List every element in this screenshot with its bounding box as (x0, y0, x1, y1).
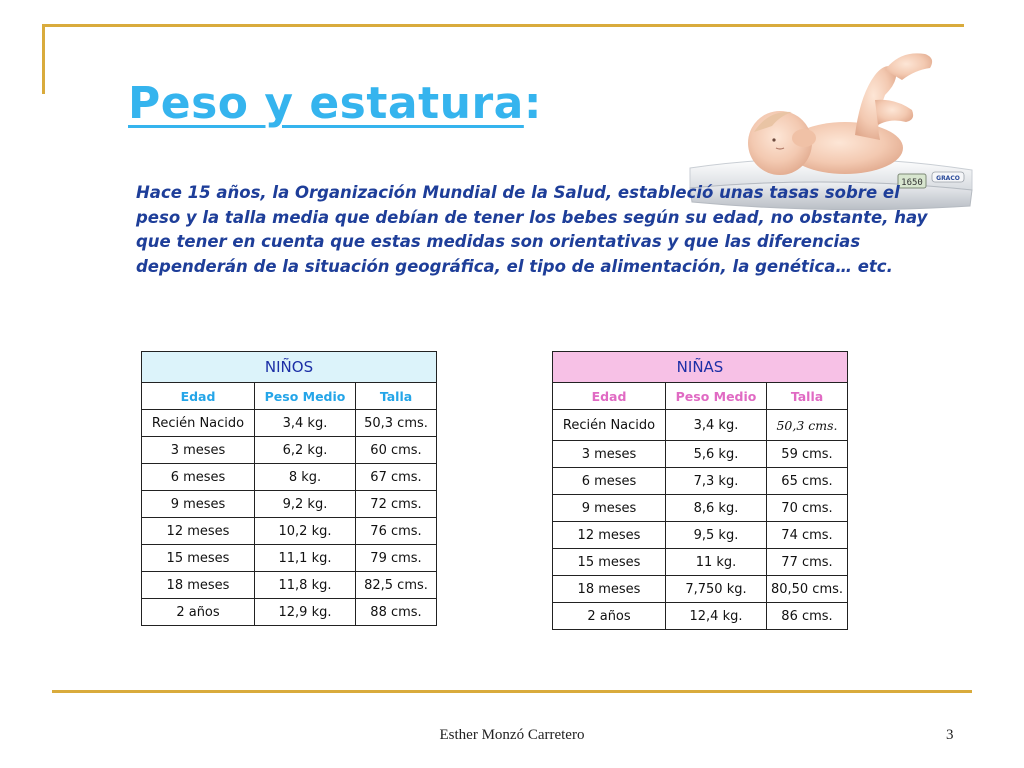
table-header-row (142, 383, 437, 410)
cell-weight: 3,4 kg. (255, 410, 356, 437)
table-row (142, 464, 437, 491)
table-row (142, 518, 437, 545)
table-title: NIÑAS (553, 352, 848, 383)
cell-height: 50,3 cms. (767, 410, 848, 441)
table-row (142, 437, 437, 464)
table-title: NIÑOS (142, 352, 437, 383)
girls-growth-table (552, 351, 848, 630)
top-rule (42, 24, 964, 27)
table-title-row (553, 352, 848, 383)
page-number: 3 (946, 727, 954, 743)
table-row (142, 545, 437, 572)
cell-age: 3 meses (142, 437, 255, 464)
column-header-age: Edad (142, 383, 255, 410)
table-row (142, 572, 437, 599)
cell-height: 76 cms. (356, 518, 437, 545)
cell-height: 86 cms. (767, 603, 848, 630)
cell-height: 80,50 cms. (767, 576, 848, 603)
cell-weight: 11,8 kg. (255, 572, 356, 599)
footer-author: Esther Monzó Carretero (439, 727, 585, 743)
column-header-height: Talla (356, 383, 437, 410)
cell-height: 67 cms. (356, 464, 437, 491)
column-header-height: Talla (767, 383, 848, 410)
cell-age: 2 años (553, 603, 666, 630)
cell-weight: 10,2 kg. (255, 518, 356, 545)
cell-age: Recién Nacido (553, 410, 666, 441)
column-header-weight: Peso Medio (255, 383, 356, 410)
table-row (553, 468, 848, 495)
table-row (553, 495, 848, 522)
cell-weight: 7,750 kg. (666, 576, 767, 603)
table-row (553, 410, 848, 441)
title-text: Peso y estatura (128, 78, 524, 129)
cell-weight: 3,4 kg. (666, 410, 767, 441)
cell-age: 9 meses (553, 495, 666, 522)
cell-weight: 9,5 kg. (666, 522, 767, 549)
table-row (142, 599, 437, 626)
table-title-row (142, 352, 437, 383)
cell-weight: 9,2 kg. (255, 491, 356, 518)
table-row (142, 410, 437, 437)
cell-age: 18 meses (553, 576, 666, 603)
cell-age: 6 meses (142, 464, 255, 491)
table-row (553, 576, 848, 603)
cell-age: 6 meses (553, 468, 666, 495)
table-header-row (553, 383, 848, 410)
table-row (142, 491, 437, 518)
table-row (553, 603, 848, 630)
cell-weight: 5,6 kg. (666, 441, 767, 468)
cell-age: Recién Nacido (142, 410, 255, 437)
cell-age: 2 años (142, 599, 255, 626)
cell-height: 60 cms. (356, 437, 437, 464)
cell-height: 79 cms. (356, 545, 437, 572)
cell-age: 3 meses (553, 441, 666, 468)
cell-age: 15 meses (553, 549, 666, 576)
cell-weight: 12,4 kg. (666, 603, 767, 630)
title-suffix: : (523, 78, 542, 129)
cell-weight: 7,3 kg. (666, 468, 767, 495)
cell-height: 74 cms. (767, 522, 848, 549)
cell-age: 15 meses (142, 545, 255, 572)
cell-age: 9 meses (142, 491, 255, 518)
column-header-weight: Peso Medio (666, 383, 767, 410)
left-rule (42, 24, 45, 94)
table-row (553, 549, 848, 576)
cell-weight: 8 kg. (255, 464, 356, 491)
table-row (553, 522, 848, 549)
cell-height: 88 cms. (356, 599, 437, 626)
boys-growth-table (141, 351, 437, 626)
cell-weight: 12,9 kg. (255, 599, 356, 626)
cell-height: 77 cms. (767, 549, 848, 576)
intro-paragraph: Hace 15 años, la Organización Mundial de la Salud, estableció unas tasas sobre el peso y la talla media que debían de tener los bebes según su edad, no obstante, hay que tener en cuenta que estas medidas son orientativas y que las diferencias dependerán de la situación geográfica, el tipo de alimentación, la genética… etc. (136, 183, 928, 276)
table-row (553, 441, 848, 468)
scale-display: 1650 (901, 178, 923, 188)
cell-weight: 6,2 kg. (255, 437, 356, 464)
cell-height: 59 cms. (767, 441, 848, 468)
cell-height: 70 cms. (767, 495, 848, 522)
cell-weight: 11 kg. (666, 549, 767, 576)
cell-weight: 11,1 kg. (255, 545, 356, 572)
column-header-age: Edad (553, 383, 666, 410)
cell-height: 65 cms. (767, 468, 848, 495)
cell-height: 50,3 cms. (356, 410, 437, 437)
cell-height: 72 cms. (356, 491, 437, 518)
page-title (128, 78, 542, 129)
cell-weight: 8,6 kg. (666, 495, 767, 522)
cell-age: 12 meses (142, 518, 255, 545)
scale-brand: GRACO (936, 175, 960, 182)
footer-rule (52, 690, 972, 693)
cell-age: 12 meses (553, 522, 666, 549)
cell-height: 82,5 cms. (356, 572, 437, 599)
cell-age: 18 meses (142, 572, 255, 599)
